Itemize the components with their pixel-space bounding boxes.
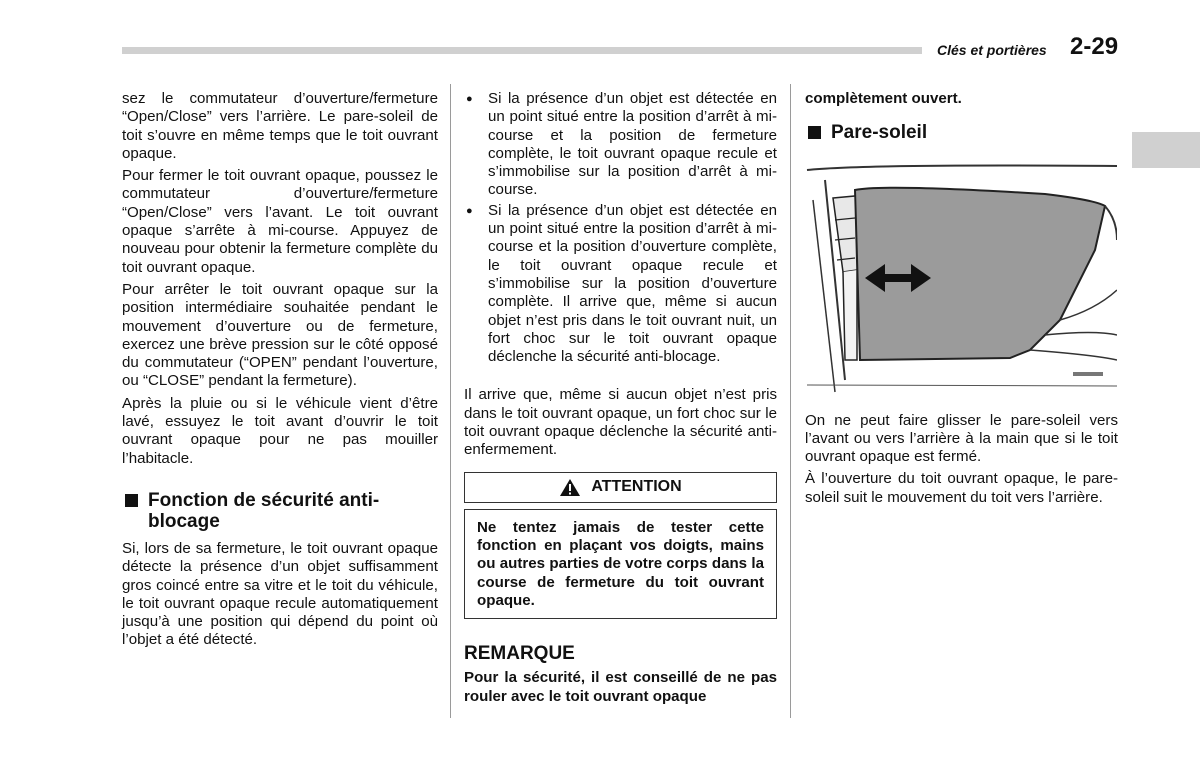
page-number: 2-29 <box>1070 33 1119 60</box>
square-bullet-icon <box>125 494 138 507</box>
sunshade-illustration <box>805 160 1117 394</box>
attention-box: Ne tentez jamais de tester cette fonction en plaçant vos doigts, mains ou autres parties de votre corps dans la course de fermeture du toit ouvrant opaque. <box>464 509 777 619</box>
column-divider <box>450 84 451 718</box>
paragraph: Pour fermer le toit ouvrant opaque, poussez le commutateur d’ouverture/fermeture “Open/Close” vers l’avant. Le toit ouvrant opaque s’arrête à mi-course. Appuyez de nouveau pour obtenir la fermeture complète du toit ouvrant opaque. <box>122 167 438 276</box>
bullet-dot-icon: ● <box>466 93 473 105</box>
bullet-item <box>464 90 777 200</box>
paragraph: Il arrive que, même si aucun objet n’est pris dans le toit ouvrant opaque, un fort choc sur le toit ouvrant opaque déclenche la sécurité anti-enfermement. <box>464 386 777 459</box>
column-1 <box>122 90 438 654</box>
note-title: REMARQUE <box>464 643 575 665</box>
section-heading <box>805 122 1118 143</box>
section-heading <box>122 490 438 532</box>
paragraph: À l’ouverture du toit ouvrant opaque, le pare-soleil suit le mouvement du toit vers l’arrière. <box>805 470 1118 506</box>
bullet-text: Si la présence d’un objet est détectée en un point situé entre la position d’arrêt à mi-course et la position de fermeture complète, le toit ouvrant opaque recule et s’immobilise sur la position d’arrêt à mi-course. <box>488 90 777 199</box>
bullet-dot-icon: ● <box>466 204 473 217</box>
continued-text: complètement ouvert. <box>805 90 962 107</box>
paragraph: Si, lors de sa fermeture, le toit ouvrant opaque détecte la présence d’un objet suffisamment gros coincé entre sa vitre et le toit du véhicule, le toit ouvrant opaque recule automatiquement jusqu’à une position qui dépend du point où l’objet a été détecté. <box>122 539 438 649</box>
section-heading-text: Pare-soleil <box>831 122 928 144</box>
paragraph: Après la pluie ou si le véhicule vient d’être lavé, essuyez le toit avant d’ouvrir le toit ouvrant opaque pour ne pas mouiller l’habitacle. <box>122 394 438 467</box>
bullet-item <box>464 202 777 367</box>
header-section-title: Clés et portières <box>937 42 1047 58</box>
bullet-text: Si la présence d’un objet est détectée en un point situé entre la position d’arrêt à mi-course et la position d’ouverture complète, le toit ouvrant opaque recule et s’immobilise sur la position d’ouverture complète. Il arrive que, même si aucun objet n’est pris dans le toit ouvrant nuit, un fort choc sur le toit ouvrant opaque déclenche la sécurité anti-blocage. <box>488 201 777 366</box>
attention-header <box>464 472 777 503</box>
warning-triangle-icon <box>559 478 581 497</box>
attention-title: ATTENTION <box>591 477 682 495</box>
paragraph: sez le commutateur d’ouverture/fermeture “Open/Close” vers l’arrière. Le pare-soleil de toit s’ouvre en même temps que le toit ouvrant opaque. <box>122 90 438 162</box>
paragraph: On ne peut faire glisser le pare-soleil vers l’avant ou vers l’arrière à la main que si le toit ouvrant opaque est fermé. <box>805 411 1118 466</box>
section-heading-text: Fonction de sécurité anti-blocage <box>148 489 380 532</box>
paragraph: Pour arrêter le toit ouvrant opaque sur la position intermédiaire souhaitée pendant le mouvement d’ouverture ou de fermeture, exercez une brève pression sur le côté opposé du commutateur (“OPEN” pendant l’ouverture, ou “CLOSE” pendant la fermeture). <box>122 280 438 390</box>
chapter-tab <box>1132 132 1200 168</box>
note-text: Pour la sécurité, il est conseillé de ne pas rouler avec le toit ouvrant opaque <box>464 669 777 705</box>
column-2 <box>464 90 777 710</box>
column-divider <box>790 84 791 718</box>
column-3 <box>805 90 1118 511</box>
header-rule <box>122 47 922 54</box>
square-bullet-icon <box>808 126 821 139</box>
